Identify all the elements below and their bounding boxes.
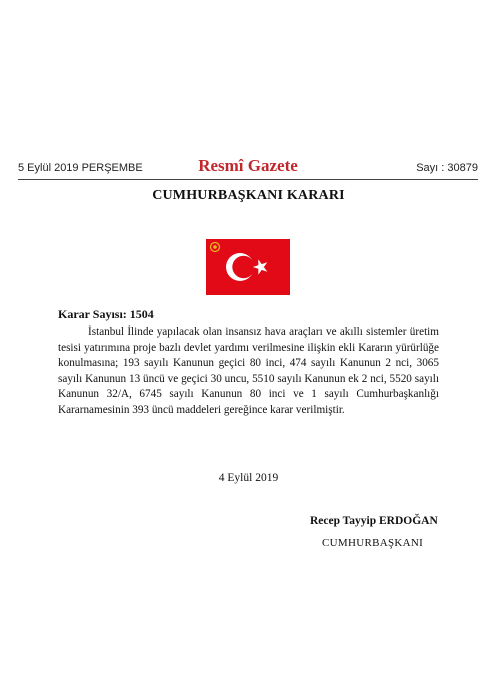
signature-date: 4 Eylül 2019 [218, 472, 279, 484]
signer-surname: ERDOĞAN [379, 515, 438, 527]
gazette-title: Resmî Gazete [198, 156, 298, 175]
signer-name [310, 515, 438, 527]
header-divider [18, 179, 478, 180]
turkish-flag-icon [206, 239, 290, 295]
document-title: CUMHURBAŞKANI KARARI [152, 188, 345, 203]
header-date: 5 Eylül 2019 PERŞEMBE [18, 162, 143, 174]
signer-given-name: Recep Tayyip [310, 515, 380, 527]
decision-body [58, 325, 439, 419]
gazette-header [18, 156, 478, 180]
body-paragraph: İstanbul İlinde yapılacak olan insansız hava araçları ve akıllı sistemler üretim tesisi yatırımına proje bazlı devlet yardımı verilmesine ilişkin ekli Kararın yürürlüğe konulmasına; 193 sayılı Kanunun geçici 80 inci, 474 sayılı Kanunun 2 nci, 3065 sayılı Kanunun 13 üncü ve geçici 30 uncu, 5510 sayılı Kanunun ek 2 nci, 5520 sayılı Kanunun 32/A, 6745 sayılı Kanunun 80 inci ve 1 sayılı Cumhurbaşkanlığı Kararnamesinin 393 üncü maddeleri gereğince karar verilmiştir. [58, 326, 439, 416]
decision-number: Karar Sayısı: 1504 [58, 307, 154, 321]
issue-number: Sayı : 30879 [416, 162, 478, 174]
signer-title: CUMHURBAŞKANI [322, 537, 424, 549]
